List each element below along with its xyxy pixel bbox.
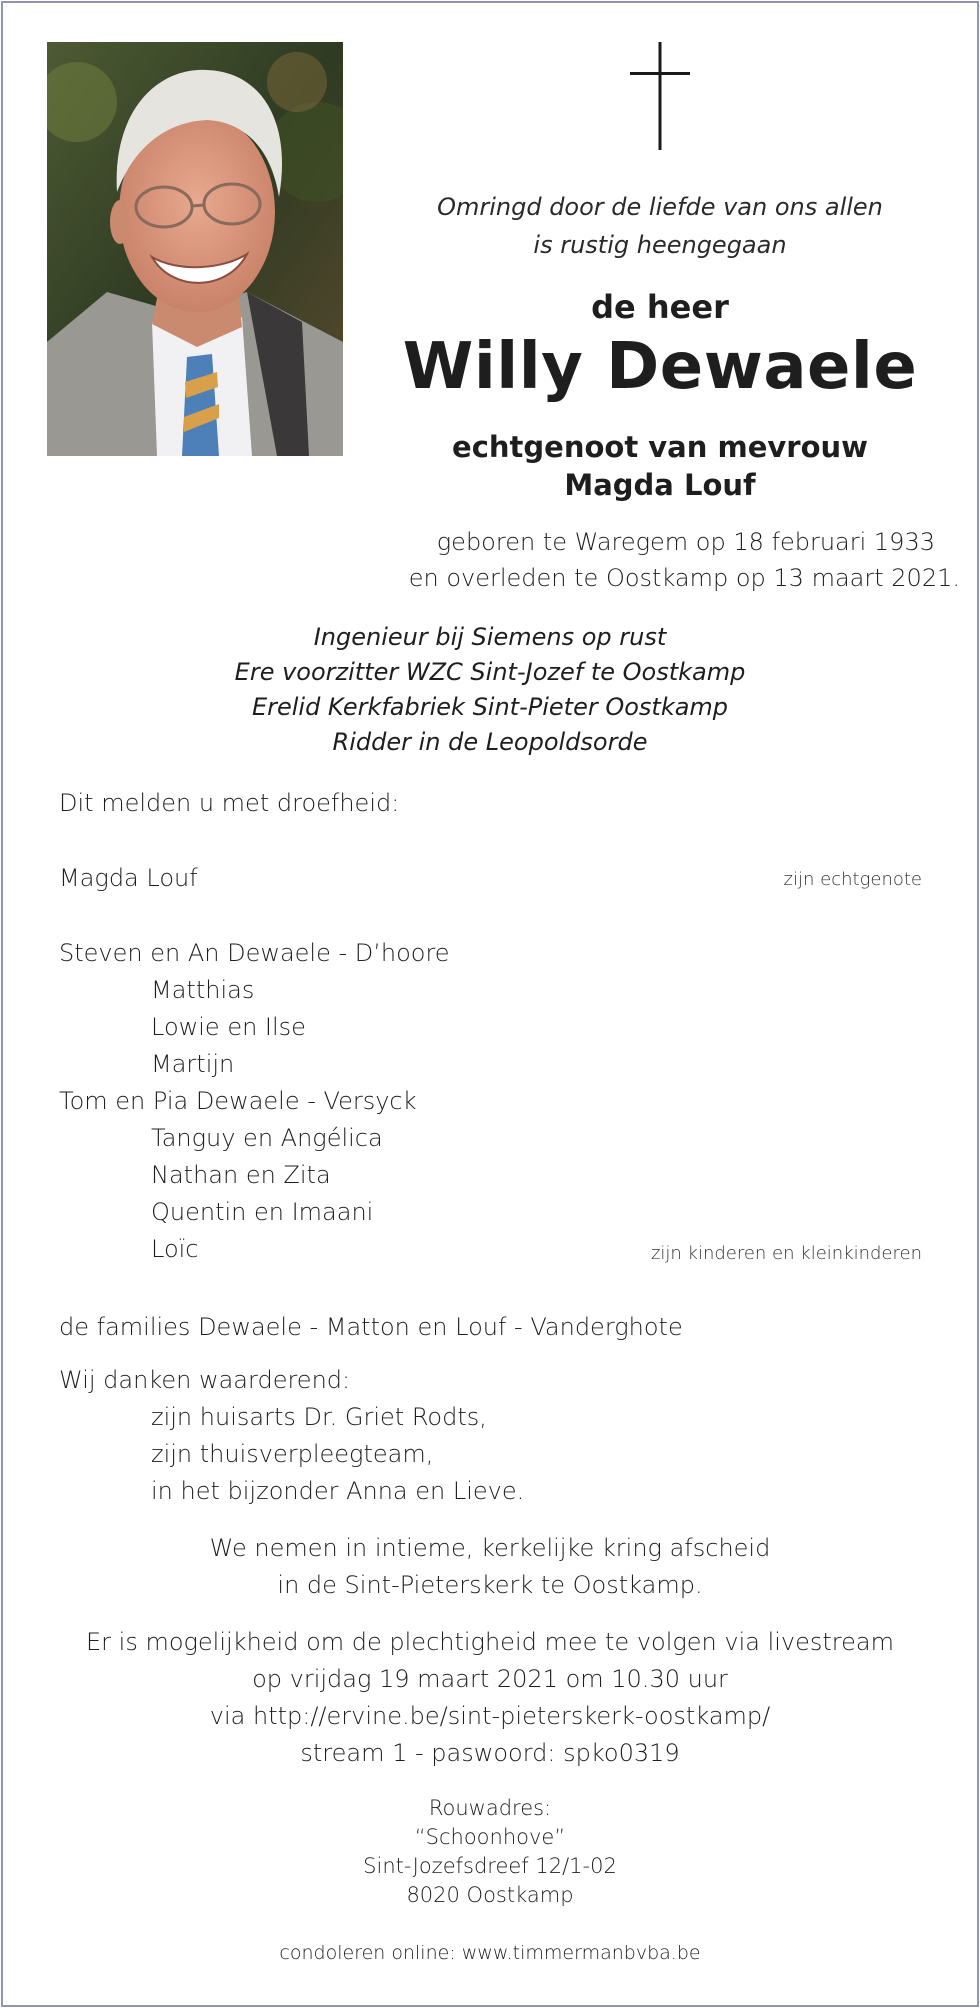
thanks-line: zijn thuisverpleegteam, bbox=[151, 1440, 434, 1468]
children-list bbox=[59, 935, 450, 1268]
death-line: en overleden te Oostkamp op 13 maart 2021. bbox=[408, 564, 960, 592]
farewell-line: in de Sint-Pieterskerk te Oostkamp. bbox=[277, 1571, 703, 1599]
spouse-block bbox=[400, 428, 920, 504]
address-label: Rouwadres: bbox=[428, 1796, 552, 1820]
livestream-block bbox=[20, 1624, 960, 1772]
wife-relation: zijn echtgenote bbox=[783, 869, 922, 890]
title-line: Ingenieur bij Siemens op rust bbox=[313, 623, 667, 651]
intro-text bbox=[400, 188, 920, 264]
family-member: Nathan en Zita bbox=[151, 1161, 331, 1189]
cross-icon bbox=[630, 42, 690, 150]
thanks-intro: Wij danken waarderend: bbox=[59, 1366, 351, 1394]
birth-death-dates bbox=[409, 524, 960, 596]
livestream-line: Er is mogelijkheid om de plechtigheid mee te volgen via livestream bbox=[85, 1628, 894, 1656]
livestream-password: stream 1 - paswoord: spko0319 bbox=[300, 1739, 680, 1767]
condolences-link[interactable]: condoleren online: www.timmermanbvba.be bbox=[279, 1942, 701, 1964]
spouse-name: Magda Louf bbox=[564, 468, 756, 502]
wife-name: Magda Louf bbox=[59, 864, 198, 892]
intro-line: Omringd door de liefde van ons allen bbox=[437, 193, 883, 221]
livestream-line: op vrijdag 19 maart 2021 om 10.30 uur bbox=[252, 1665, 728, 1693]
portrait-photo bbox=[47, 42, 343, 456]
intro-line: is rustig heengegaan bbox=[533, 231, 787, 259]
family-member: Tom en Pia Dewaele - Versyck bbox=[59, 1087, 417, 1115]
mourning-address bbox=[20, 1794, 960, 1910]
family-member: Martijn bbox=[151, 1050, 235, 1078]
address-line: “Schoonhove” bbox=[414, 1825, 566, 1849]
family-member: Loïc bbox=[151, 1235, 199, 1263]
family-member: Quentin en Imaani bbox=[151, 1198, 374, 1226]
farewell-line: We nemen in intieme, kerkelijke kring afscheid bbox=[209, 1534, 771, 1562]
children-relation: zijn kinderen en kleinkinderen bbox=[650, 1243, 922, 1264]
spouse-label: echtgenoot van mevrouw bbox=[452, 430, 868, 464]
thanks-block bbox=[59, 1362, 524, 1510]
thanks-line: in het bijzonder Anna en Lieve. bbox=[151, 1477, 525, 1505]
families: de families Dewaele - Matton en Louf - Vanderghote bbox=[59, 1313, 683, 1341]
announcement: Dit melden u met droefheid: bbox=[59, 789, 400, 817]
title-line: Erelid Kerkfabriek Sint-Pieter Oostkamp bbox=[251, 693, 729, 721]
farewell-block bbox=[20, 1530, 960, 1604]
livestream-link[interactable]: via http://ervine.be/sint-pieterskerk-oostkamp/ bbox=[209, 1702, 771, 1730]
title-line: Ere voorzitter WZC Sint-Jozef te Oostkamp bbox=[234, 658, 746, 686]
deceased-name: Willy Dewaele bbox=[402, 330, 918, 404]
title-line: Ridder in de Leopoldsorde bbox=[332, 728, 648, 756]
family-member: Matthias bbox=[151, 976, 255, 1004]
thanks-line: zijn huisarts Dr. Griet Rodts, bbox=[151, 1403, 487, 1431]
address-line: Sint-Jozefsdreef 12/1-02 bbox=[363, 1854, 617, 1878]
family-member: Tanguy en Angélica bbox=[151, 1124, 383, 1152]
family-member: Lowie en Ilse bbox=[151, 1013, 306, 1041]
family-member: Steven en An Dewaele - D’hoore bbox=[59, 939, 450, 967]
address-line: 8020 Oostkamp bbox=[406, 1883, 574, 1907]
birth-line: geboren te Waregem op 18 februari 1933 bbox=[436, 528, 935, 556]
honorific: de heer bbox=[591, 288, 729, 326]
titles-list bbox=[160, 620, 820, 760]
